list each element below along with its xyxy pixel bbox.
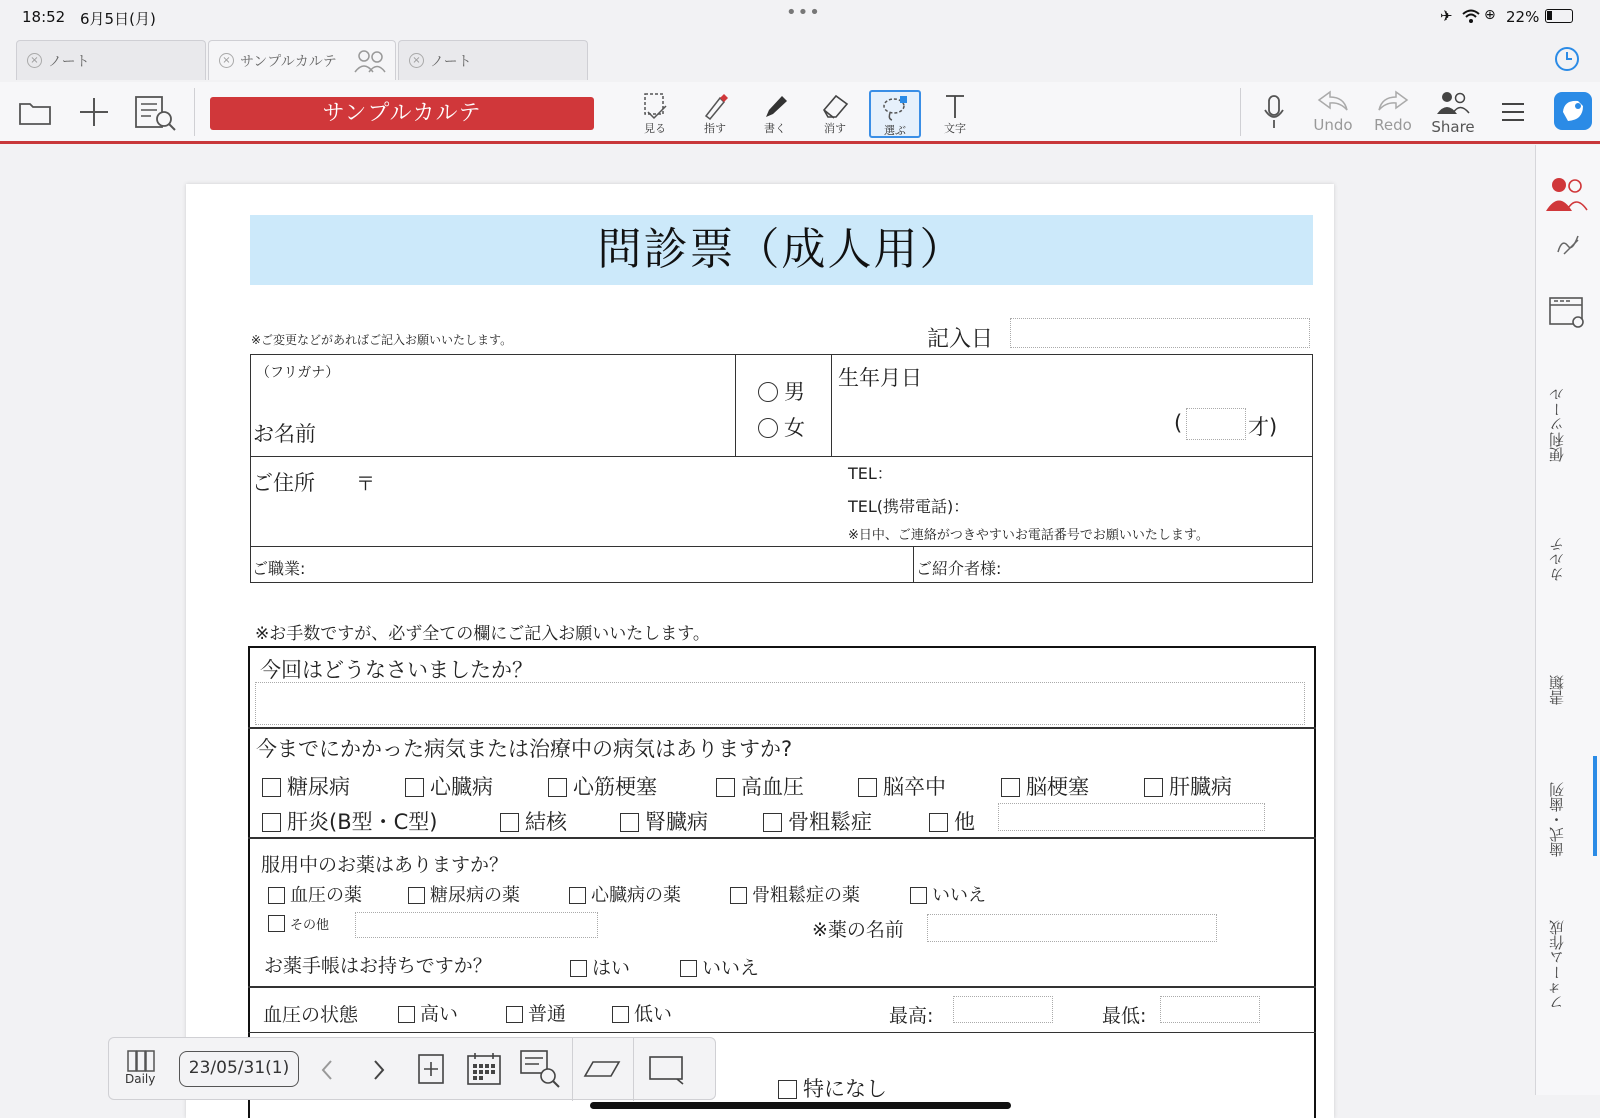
divider <box>248 1032 1316 1033</box>
med-osteoporosis[interactable]: 骨粗鬆症の薬 <box>730 881 860 907</box>
tab-label: サンプルカルテ <box>240 53 337 70</box>
redo-label: Redo <box>1374 116 1412 134</box>
bp-min-field[interactable] <box>1160 996 1260 1023</box>
pointer-pen-icon <box>700 92 730 120</box>
age-field[interactable] <box>1186 408 1246 440</box>
divider <box>250 546 1313 547</box>
disease-other[interactable]: 他 <box>929 806 975 836</box>
wifi-icon <box>1462 9 1480 23</box>
notebook-search-icon[interactable] <box>133 94 177 132</box>
app-panel-icon[interactable] <box>1554 92 1592 130</box>
orientation-lock-icon: ⊕ <box>1484 7 1496 23</box>
multitask-dots-icon[interactable]: ••• <box>786 2 821 23</box>
checkbox[interactable] <box>262 813 281 832</box>
chevron-right-icon[interactable] <box>371 1058 387 1082</box>
postal-mark: 〒 <box>356 473 376 495</box>
divider <box>633 1038 634 1101</box>
divider <box>250 456 1313 457</box>
med-heart[interactable]: 心臓病の薬 <box>569 881 681 907</box>
checkbox[interactable] <box>929 813 948 832</box>
tool-label: 選ぶ <box>884 124 906 137</box>
undo-icon <box>1316 90 1350 112</box>
disease-hepatitis[interactable]: 肝炎(B型・C型) <box>262 806 437 836</box>
airplane-icon: ✈ <box>1440 7 1453 25</box>
signature-pen-icon[interactable] <box>1554 232 1582 256</box>
sidebar-item-dental-chart[interactable]: 歯式・歯列 <box>1548 782 1566 858</box>
divider <box>248 837 1316 839</box>
template-settings-icon[interactable] <box>1548 296 1586 330</box>
med-other-field[interactable] <box>355 912 598 938</box>
redo-icon <box>1376 90 1410 112</box>
disease-mi[interactable]: 心筋梗塞 <box>548 771 657 801</box>
tool-write[interactable] <box>749 90 801 138</box>
checkbox[interactable] <box>1001 778 1020 797</box>
q1-label: 今回はどうなさいましたか？ <box>260 658 533 682</box>
divider <box>572 1038 573 1101</box>
q1-answer-field[interactable] <box>255 682 1305 725</box>
divider <box>248 727 1316 729</box>
tool-view[interactable] <box>629 90 681 138</box>
daily-book-icon <box>125 1048 163 1074</box>
tool-select[interactable] <box>869 90 921 138</box>
tel-label: TEL： <box>848 464 893 483</box>
tab-note-1[interactable] <box>16 40 206 80</box>
history-clock-icon[interactable] <box>1554 46 1580 72</box>
lasso-select-icon <box>880 94 910 122</box>
menu-icon[interactable] <box>1500 100 1526 124</box>
checkbox[interactable] <box>405 778 424 797</box>
date-selector[interactable]: 23/05/31(1) <box>179 1051 299 1087</box>
disease-liver[interactable]: 肝臓病 <box>1144 771 1232 801</box>
view-icon <box>640 92 670 120</box>
checkbox[interactable] <box>268 915 285 932</box>
tool-point[interactable] <box>689 90 741 138</box>
entry-date-field[interactable] <box>1010 318 1310 348</box>
battery-percent: 22% <box>1506 8 1540 26</box>
chevron-left-icon[interactable] <box>319 1058 335 1082</box>
q2-label: 今までにかかった病気または治療中の病気はありますか? <box>256 737 793 761</box>
notebook-no[interactable]: いいえ <box>680 953 759 980</box>
tool-label: 指す <box>704 122 726 135</box>
close-icon[interactable]: × <box>219 53 234 68</box>
disease-kidney[interactable]: 腎臓病 <box>620 806 708 836</box>
disease-hypertension[interactable]: 高血圧 <box>716 771 804 801</box>
checkbox[interactable] <box>262 778 281 797</box>
divider <box>831 354 832 456</box>
add-icon[interactable] <box>78 96 110 128</box>
disease-diabetes[interactable]: 糖尿病 <box>262 771 350 801</box>
tool-label: 見る <box>644 122 666 135</box>
checkbox[interactable] <box>408 887 425 904</box>
checkbox[interactable] <box>506 1006 523 1023</box>
fill-note: ※お手数ですが、必ず全ての欄にご記入お願いいたします。 <box>255 624 710 644</box>
battery-icon <box>1545 9 1573 23</box>
undo-label: Undo <box>1313 116 1353 134</box>
tel-note: ※日中、ご連絡がつきやすいお電話番号でお願いいたします。 <box>848 528 1209 543</box>
occupation-label: ご職業: <box>252 559 306 578</box>
mobile-tel-label: TEL(携帯電話)： <box>848 497 970 516</box>
gender-female[interactable]: 女 <box>758 412 805 442</box>
tool-label: 消す <box>824 122 846 135</box>
name-label: お名前 <box>253 422 316 446</box>
status-time: 18:52 <box>22 8 66 26</box>
med-name-label: ※薬の名前 <box>812 919 904 941</box>
divider <box>248 986 1316 988</box>
med-other[interactable]: その他 <box>268 914 329 933</box>
disease-osteoporosis[interactable]: 骨粗鬆症 <box>763 806 872 836</box>
divider <box>913 546 914 583</box>
tool-erase[interactable] <box>809 90 861 138</box>
entry-date-label: 記入日 <box>927 327 994 352</box>
checkbox[interactable] <box>570 960 587 977</box>
change-note: ※ご変更などがあればご記入お願いいたします。 <box>251 333 513 347</box>
checkbox[interactable] <box>716 778 735 797</box>
checkbox[interactable] <box>858 778 877 797</box>
checkbox[interactable] <box>612 1006 629 1023</box>
radio-male[interactable] <box>758 382 778 402</box>
bp-max-field[interactable] <box>953 996 1053 1023</box>
sidebar-item-documents[interactable]: 書類 <box>1548 675 1566 705</box>
age-open: ( <box>1174 411 1183 435</box>
main-toolbar <box>0 82 1600 144</box>
close-icon[interactable]: × <box>27 53 42 68</box>
sidebar-active-indicator <box>1593 756 1597 856</box>
toolbar-divider <box>1240 88 1241 136</box>
share-button[interactable] <box>1424 90 1482 136</box>
toolbar-divider <box>194 88 195 136</box>
checkbox[interactable] <box>268 887 285 904</box>
disease-stroke[interactable]: 脳卒中 <box>858 771 946 801</box>
page-view-icon[interactable] <box>647 1054 687 1086</box>
disease-cerebral-infarction[interactable]: 脳梗塞 <box>1001 771 1089 801</box>
checkbox[interactable] <box>500 813 519 832</box>
bp-label: 血圧の状態 <box>263 1004 359 1026</box>
address-label: ご住所 <box>252 471 315 495</box>
patients-icon[interactable] <box>1545 176 1589 214</box>
disease-heart[interactable]: 心臓病 <box>405 771 493 801</box>
checkbox[interactable] <box>910 887 927 904</box>
sidebar-item-tools[interactable]: 便利ツール <box>1548 387 1566 463</box>
disease-tuberculosis[interactable]: 結核 <box>500 806 567 836</box>
checkbox[interactable] <box>778 1080 797 1099</box>
tool-label: 書く <box>764 122 786 135</box>
disease-other-field[interactable] <box>998 803 1265 831</box>
bp-high[interactable]: 高い <box>398 999 458 1026</box>
text-tool-icon <box>940 92 970 120</box>
checkbox[interactable] <box>680 960 697 977</box>
bp-normal[interactable]: 普通 <box>506 999 566 1026</box>
checkbox[interactable] <box>569 887 586 904</box>
checkbox[interactable] <box>763 813 782 832</box>
page-search-icon[interactable] <box>519 1049 563 1089</box>
perspective-view-icon[interactable] <box>583 1058 623 1080</box>
divider <box>735 354 736 456</box>
birthdate-label: 生年月日 <box>838 366 922 390</box>
bottom-navigation-bar <box>108 1037 716 1100</box>
checkbox[interactable] <box>548 778 567 797</box>
share-label: Share <box>1431 118 1475 136</box>
q3-label: 服用中のお薬はありますか？ <box>261 854 509 876</box>
close-icon[interactable]: × <box>409 53 424 68</box>
sidebar-item-karte[interactable]: カルテ <box>1548 537 1566 583</box>
add-page-icon[interactable] <box>417 1053 445 1085</box>
folder-icon[interactable] <box>18 98 52 126</box>
bp-min-label: 最低: <box>1102 1005 1147 1027</box>
tab-note-2[interactable] <box>398 40 588 80</box>
bp-max-label: 最高: <box>889 1005 934 1027</box>
shared-users-icon <box>353 48 387 74</box>
notebook-yes[interactable]: はい <box>570 953 630 980</box>
status-bar <box>0 0 1600 36</box>
gender-male[interactable]: 男 <box>758 376 805 406</box>
daily-label: Daily <box>125 1072 156 1086</box>
calendar-icon[interactable] <box>466 1051 502 1087</box>
microphone-icon[interactable] <box>1262 94 1286 130</box>
med-bp[interactable]: 血圧の薬 <box>268 881 362 907</box>
home-indicator[interactable] <box>590 1102 1011 1109</box>
pen-icon <box>760 92 790 120</box>
share-users-icon <box>1435 90 1471 114</box>
q4-label: お薬手帳はお持ちですか？ <box>264 955 492 977</box>
checkbox[interactable] <box>1144 778 1163 797</box>
undo-button[interactable] <box>1304 90 1362 134</box>
checkbox[interactable] <box>398 1006 415 1023</box>
tab-label: ノート <box>430 53 472 70</box>
tab-sample-karte[interactable] <box>208 40 396 80</box>
med-diabetes[interactable]: 糖尿病の薬 <box>408 881 520 907</box>
none-option[interactable]: 特になし <box>778 1073 887 1100</box>
sidebar-item-form-builder[interactable]: フォーム作成 <box>1548 920 1566 1010</box>
redo-button[interactable] <box>1364 90 1422 134</box>
tool-text[interactable] <box>929 90 981 138</box>
radio-female[interactable] <box>758 418 778 438</box>
checkbox[interactable] <box>620 813 639 832</box>
med-name-field[interactable] <box>927 914 1217 942</box>
bp-low[interactable]: 低い <box>612 999 672 1026</box>
tab-label: ノート <box>48 53 90 70</box>
age-close: 才) <box>1248 415 1278 439</box>
daily-button[interactable] <box>125 1048 169 1088</box>
document-title-button[interactable]: サンプルカルテ <box>210 97 594 130</box>
tool-label: 文字 <box>944 122 966 135</box>
med-none[interactable]: いいえ <box>910 881 986 907</box>
status-date: 6月5日(月) <box>80 10 156 28</box>
furigana-label: （フリガナ） <box>256 365 340 381</box>
checkbox[interactable] <box>730 887 747 904</box>
form-title: 問診票（成人用） <box>250 215 1313 285</box>
referrer-label: ご紹介者様: <box>916 559 1002 578</box>
eraser-icon <box>820 92 850 120</box>
